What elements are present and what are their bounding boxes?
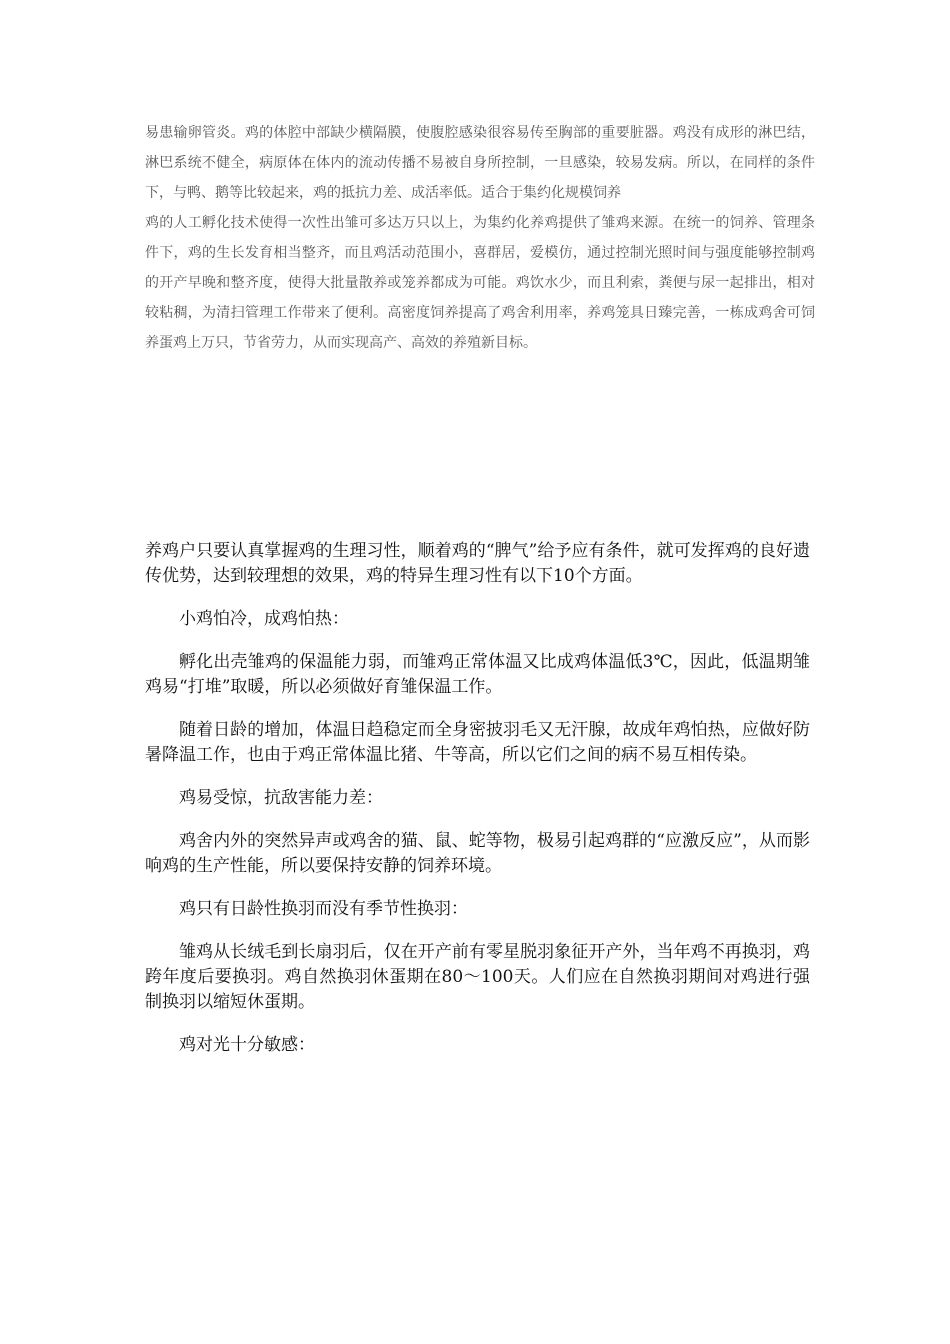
paragraph-chick-cold: 孵化出壳雏鸡的保温能力弱，而雏鸡正常体温又比成鸡体温低3℃，因此，低温期雏鸡易“打堆”取暖，所以必须做好育雏保温工作。 (145, 652, 810, 697)
section-heading-temperature: 小鸡怕冷，成鸡怕热： (179, 609, 349, 629)
paragraph-intensive-farming: 鸡的人工孵化技术使得一次性出雏可多达万只以上，为集约化养鸡提供了雏鸡来源。在统一的饲养、管理条件下，鸡的生长发育相当整齐，而且鸡活动范围小，喜群居，爱模仿，通过控制光照时间与强度能够控制鸡的开产早晚和整齐度，使得大批量散养或笼养都成为可能。鸡饮水少，而且利索，粪便与尿一起排出，相对较粘稠，为清扫管理工作带来了便利。高密度饲养提高了鸡舍利用率，养鸡笼具日臻完善，一栋成鸡舍可饲养蛋鸡上万只，节省劳力，从而实现高产、高效的养殖新目标。 (145, 215, 815, 351)
small-text-block (145, 118, 815, 358)
intro-paragraph: 养鸡户只要认真掌握鸡的生理习性，顺着鸡的“脾气”给予应有条件，就可发挥鸡的良好遗传优势，达到较理想的效果，鸡的特异生理习性有以下10个方面。 (145, 541, 810, 586)
main-text-block (145, 539, 810, 1076)
paragraph-adult-heat: 随着日龄的增加，体温日趋稳定而全身密披羽毛又无汗腺，故成年鸡怕热，应做好防暑降温工作，也由于鸡正常体温比猪、牛等高，所以它们之间的病不易互相传染。 (145, 720, 810, 765)
section-heading-startle: 鸡易受惊，抗敌害能力差： (179, 788, 383, 808)
paragraph-molting: 雏鸡从长绒毛到长扇羽后，仅在开产前有零星脱羽象征开产外，当年鸡不再换羽，鸡跨年度后要换羽。鸡自然换羽休蛋期在80～100天。人们应在自然换羽期间对鸡进行强制换羽以缩短休蛋期。 (145, 942, 810, 1012)
section-heading-molting: 鸡只有日龄性换羽而没有季节性换羽： (179, 899, 468, 919)
paragraph-stress-response: 鸡舍内外的突然异声或鸡舍的猫、鼠、蛇等物，极易引起鸡群的“应激反应”，从而影响鸡的生产性能，所以要保持安静的饲养环境。 (145, 831, 810, 876)
section-heading-light: 鸡对光十分敏感： (179, 1035, 315, 1055)
paragraph-oviduct-lymph: 易患输卵管炎。鸡的体腔中部缺少横隔膜，使腹腔感染很容易传至胸部的重要脏器。鸡没有成形的淋巴结，淋巴系统不健全，病原体在体内的流动传播不易被自身所控制，一旦感染，较易发病。所以，在同样的条件下，与鸭、鹅等比较起来，鸡的抵抗力差、成活率低。适合于集约化规模饲养 (145, 125, 815, 201)
